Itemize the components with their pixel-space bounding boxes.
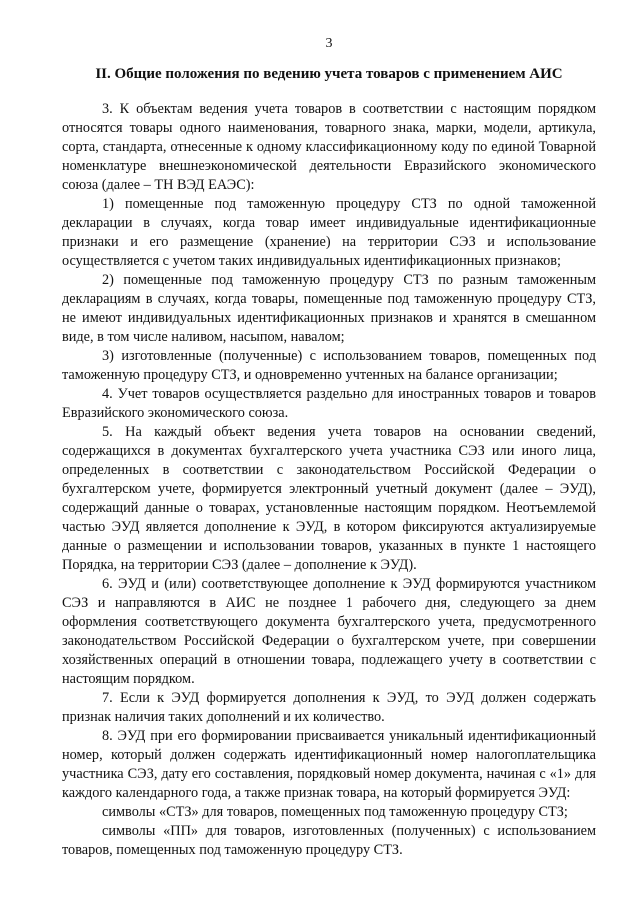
section-heading: II. Общие положения по ведению учета товаров с применением АИС <box>95 66 563 82</box>
paragraph-item-6: 6. ЭУД и (или) соответствующее дополнение к ЭУД формируются участником СЭЗ и направляются в АИС не позднее 1 рабочего дня, следующего за днем оформления соответствующего документа бухгалтерского учета, предусмотренного законодательством Российской Федерации о бухгалтерском учете, при совершении хозяйственных операций в отношении товара, подлежащего учету в соответствии с настоящим порядком. <box>62 576 596 687</box>
paragraph-subitem-2: 2) помещенные под таможенную процедуру СТЗ по разным таможенным декларациям в случаях, когда товары, помещенные под таможенную процедуру СТЗ, не имеют индивидуальных идентификационных признаков и хранятся в смешанном виде, в том числе наливом, насыпом, навалом; <box>62 272 596 345</box>
paragraph-item-4: 4. Учет товаров осуществляется раздельно для иностранных товаров и товаров Евразийского экономического союза. <box>62 386 596 421</box>
paragraph-subitem-3: 3) изготовленные (полученные) с использованием товаров, помещенных под таможенную процедуру СТЗ, и одновременно учтенных на балансе организации; <box>62 348 596 383</box>
page-number: 3 <box>325 36 333 51</box>
paragraph-item-8: 8. ЭУД при его формировании присваивается уникальный идентификационный номер, который должен содержать идентификационный номер налогоплательщика участника СЭЗ, дату его составления, порядковый номер документа, начиная с «1» для каждого календарного года, а также признак товара, на который формируется ЭУД: <box>62 728 596 801</box>
paragraph-subitem-1: 1) помещенные под таможенную процедуру СТЗ по одной таможенной декларации в случаях, когда товар имеет индивидуальные идентификационные признаки и его размещение (хранение) на территории СЭЗ и использование осуществляется с учетом таких индивидуальных идентификационных признаков; <box>62 196 596 269</box>
paragraph-symbols-stz: символы «СТЗ» для товаров, помещенных под таможенную процедуру СТЗ; <box>102 804 568 820</box>
paragraph-item-5: 5. На каждый объект ведения учета товаров на основании сведений, содержащихся в документах бухгалтерского учета участника СЭЗ или иного лица, определенных в соответствии с законодательством Российской Федерации о бухгалтерском учете, формируется электронный учетный документ (далее – ЭУД), содержащий данные о товарах, установленные настоящим порядком. Неотъемлемой частью ЭУД является дополнение к ЭУД, в котором фиксируются актуализируемые данные о размещении и использовании товаров, указанных в пункте 1 настоящего Порядка, на территории СЭЗ (далее – дополнение к ЭУД). <box>62 424 596 573</box>
paragraph-item-3: 3. К объектам ведения учета товаров в соответствии с настоящим порядком относятся товары одного наименования, товарного знака, марки, модели, артикула, сорта, стандарта, отнесенные к одному классификационному коду по единой Товарной номенклатуре внешнеэкономической деятельности Евразийского экономического союза (далее – ТН ВЭД ЕАЭС): <box>62 101 596 193</box>
paragraph-item-7: 7. Если к ЭУД формируется дополнения к ЭУД, то ЭУД должен содержать признак наличия таких дополнений и их количество. <box>62 690 596 725</box>
paragraph-symbols-pp: символы «ПП» для товаров, изготовленных (полученных) с использованием товаров, помещенных под таможенную процедуру СТЗ. <box>62 823 596 858</box>
